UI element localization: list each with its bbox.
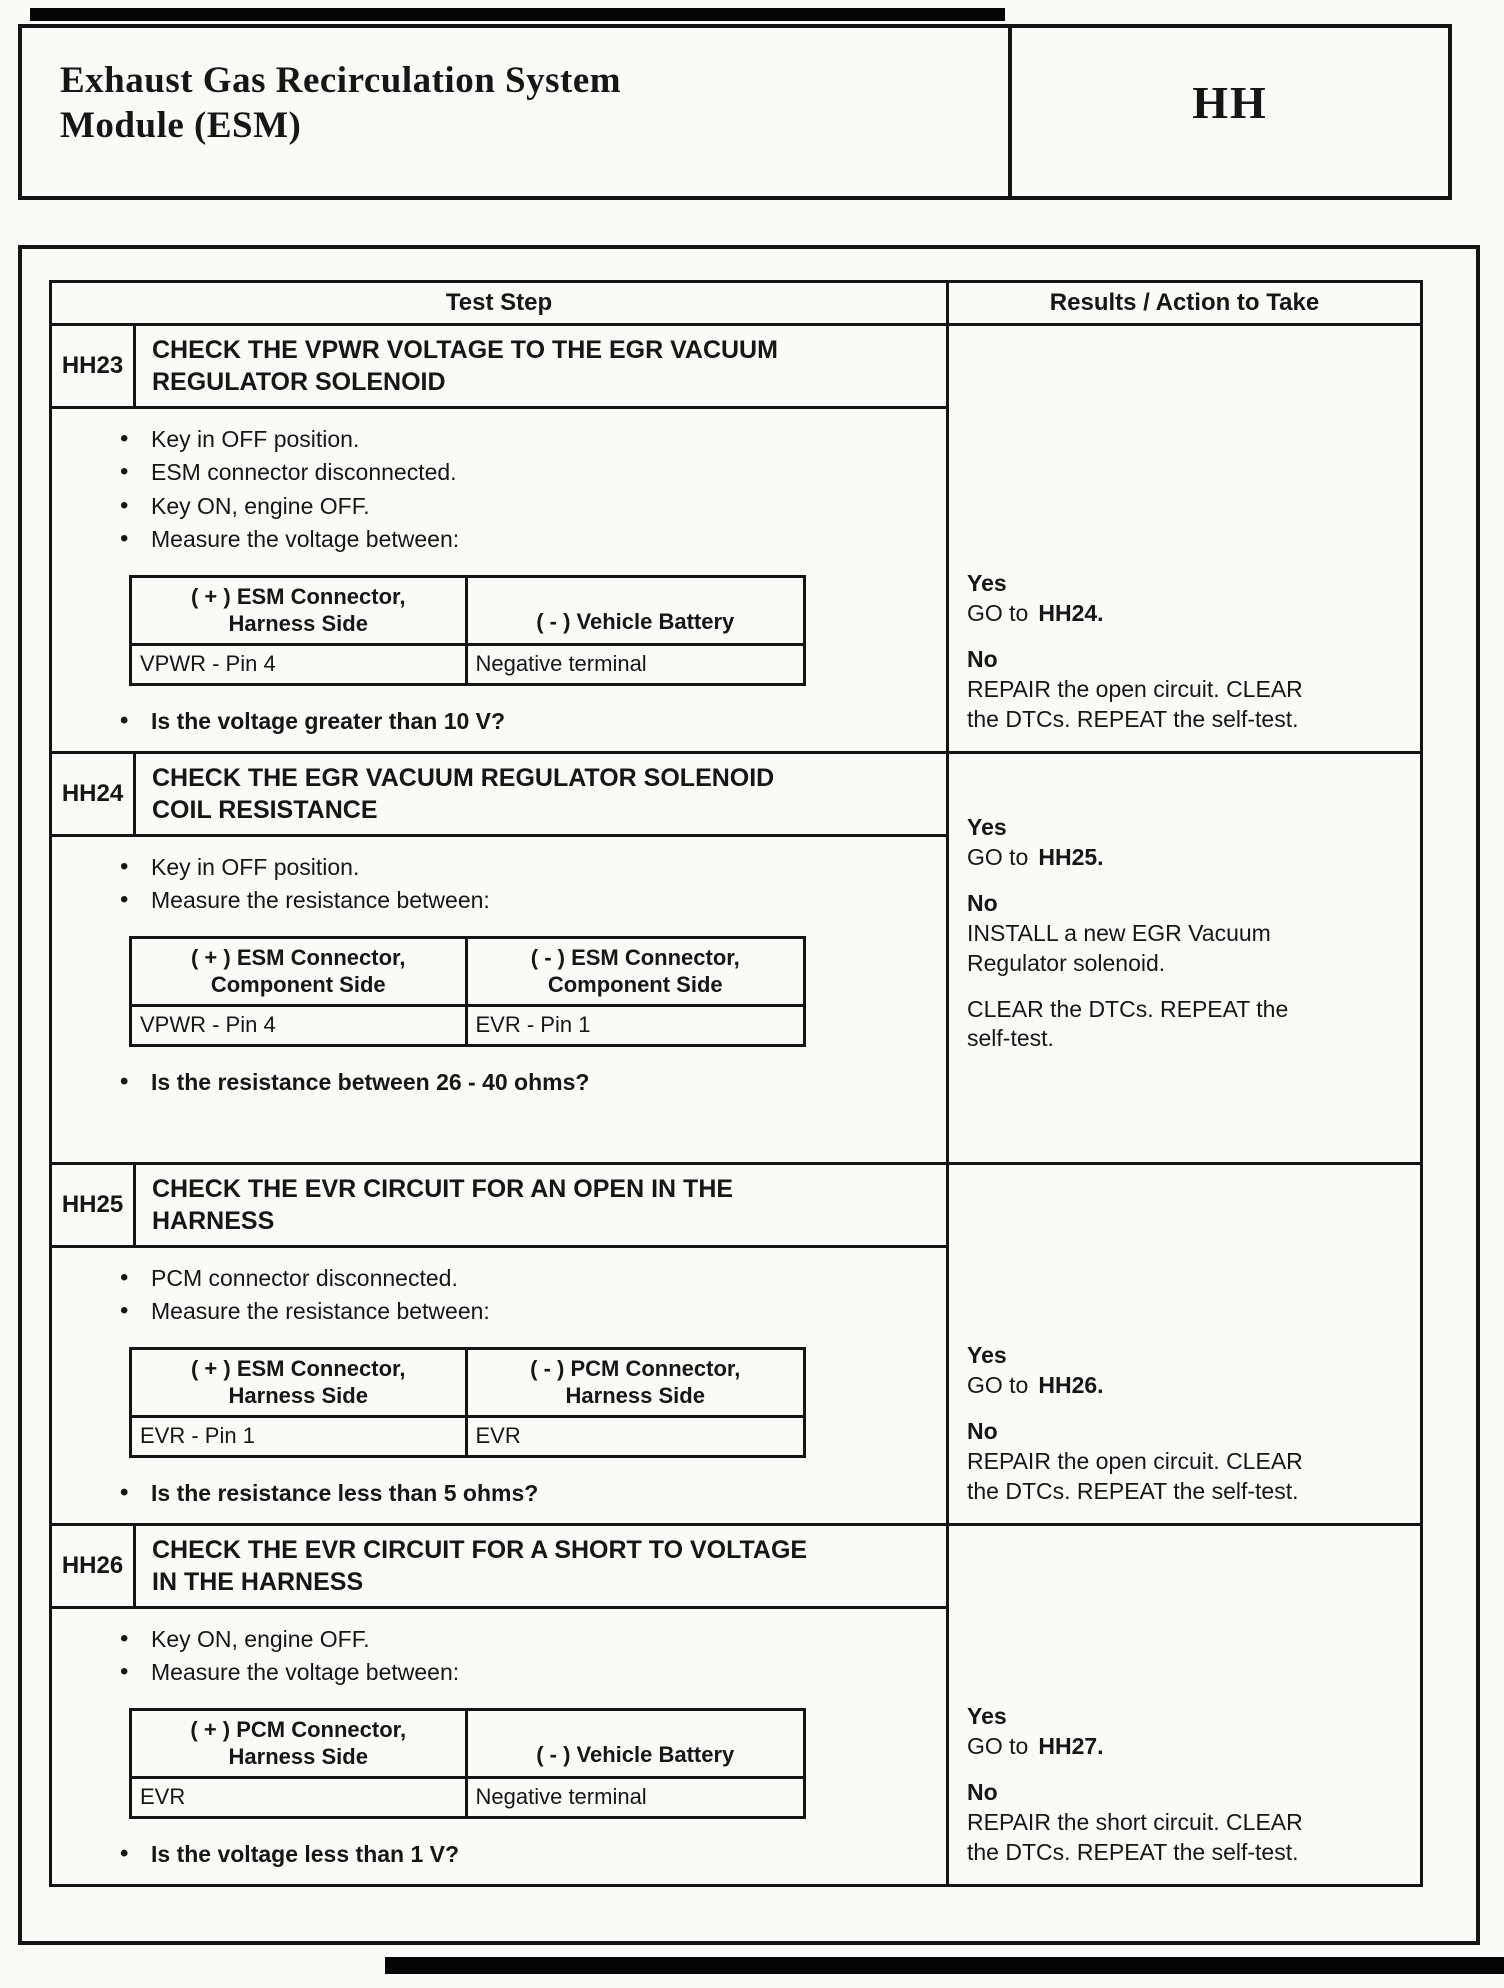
result-no-action: INSTALL a new EGR Vacuum Regulator solenoid.: [967, 919, 1271, 976]
result-no-label: No: [967, 646, 998, 673]
result-no-action: REPAIR the open circuit. CLEAR the DTCs. REPEAT the self-test.: [967, 1447, 1303, 1504]
results-cell: [949, 754, 1420, 1162]
test-question: • Is the resistance less than 5 ohms?: [52, 1480, 946, 1507]
connector-positive-header: ( + ) PCM Connector, Harness Side: [132, 1711, 468, 1776]
test-title-strip: [52, 1165, 946, 1248]
test-step-cell: [52, 326, 949, 751]
test-title: CHECK THE EGR VACUUM REGULATOR SOLENOID COIL RESISTANCE: [152, 763, 775, 824]
result-no-label: No: [967, 1778, 998, 1805]
connector-positive-header: ( + ) ESM Connector, Harness Side: [132, 1350, 468, 1415]
column-header-results: Results / Action to Take: [1049, 289, 1320, 316]
test-title-strip: [52, 754, 946, 837]
procedure-bullet: • Key in OFF position.: [52, 425, 946, 454]
connector-table-values: [132, 646, 803, 683]
connector-table: [129, 1708, 806, 1819]
result-no-action: REPAIR the short circuit. CLEAR the DTCs. REPEAT the self-test.: [967, 1808, 1303, 1865]
page-title-line1: Exhaust Gas Recirculation System: [60, 60, 622, 101]
test-title-strip: [52, 1526, 946, 1609]
test-title: CHECK THE EVR CIRCUIT FOR A SHORT TO VOLTAGE IN THE HARNESS: [152, 1535, 808, 1596]
connector-negative-header: ( - ) Vehicle Battery: [536, 609, 735, 635]
procedure-bullet: • Measure the voltage between:: [52, 1658, 946, 1687]
test-step-cell: [52, 1165, 949, 1523]
result-yes-action: GO to HH27.: [967, 1732, 1104, 1759]
result-no-action-2: CLEAR the DTCs. REPEAT the self-test.: [967, 995, 1289, 1052]
results-cell: [949, 1165, 1420, 1523]
result-yes-action: GO to HH24.: [967, 600, 1104, 627]
connector-table-header: [132, 578, 803, 646]
test-id: HH23: [52, 326, 136, 406]
connector-negative-header: ( - ) ESM Connector, Component Side: [530, 944, 740, 998]
section-code-cell: [1008, 28, 1448, 196]
page-title-cell: [22, 28, 1008, 196]
connector-table-header: [132, 1350, 803, 1418]
result-no-label: No: [967, 1417, 998, 1444]
result-no-action: REPAIR the open circuit. CLEAR the DTCs. REPEAT the self-test.: [967, 675, 1303, 732]
connector-negative-value: EVR - Pin 1: [475, 1012, 591, 1038]
connector-negative-value: EVR: [475, 1423, 521, 1449]
connector-negative-value: Negative terminal: [475, 651, 647, 677]
test-title: CHECK THE EVR CIRCUIT FOR AN OPEN IN THE HARNESS: [152, 1174, 734, 1235]
procedure-bullet: • PCM connector disconnected.: [52, 1264, 946, 1293]
test-row: [52, 754, 1420, 1165]
test-row: [52, 1165, 1420, 1526]
procedure-bullets: [52, 425, 946, 555]
test-question: • Is the voltage less than 1 V?: [52, 1841, 946, 1868]
connector-table-header: [132, 939, 803, 1007]
procedure-bullets: [52, 853, 946, 916]
test-title: CHECK THE VPWR VOLTAGE TO THE EGR VACUUM REGULATOR SOLENOID: [152, 336, 778, 396]
procedure-bullet: • Measure the resistance between:: [52, 886, 946, 915]
test-row: [52, 1526, 1420, 1884]
procedure-bullet: • Key ON, engine OFF.: [52, 1625, 946, 1654]
connector-positive-header: ( + ) ESM Connector, Component Side: [132, 939, 468, 1004]
result-yes-label: Yes: [967, 814, 1007, 841]
result-no-label: No: [967, 889, 998, 916]
page-title-line2: Module (ESM): [60, 105, 302, 147]
test-question: • Is the resistance between 26 - 40 ohms?: [52, 1069, 946, 1096]
test-id: HH26: [52, 1526, 136, 1606]
connector-table-values: [132, 1779, 803, 1816]
test-step-cell: [52, 754, 949, 1162]
test-question: • Is the voltage greater than 10 V?: [52, 708, 946, 735]
test-procedure: [52, 1248, 946, 1523]
connector-table: [129, 575, 806, 686]
test-step-cell: [52, 1526, 949, 1884]
procedure-bullet: • Measure the resistance between:: [52, 1297, 946, 1326]
procedure-bullet: • Measure the voltage between:: [52, 525, 946, 554]
result-yes-label: Yes: [967, 1342, 1007, 1369]
result-yes-label: Yes: [967, 570, 1007, 597]
connector-negative-value: Negative terminal: [475, 1784, 647, 1809]
connector-positive-value: EVR: [132, 1779, 468, 1816]
content-frame: [18, 245, 1480, 1945]
connector-negative-header: ( - ) Vehicle Battery: [536, 1742, 735, 1767]
connector-negative-header: ( - ) PCM Connector, Harness Side: [530, 1355, 741, 1409]
page-header: [18, 24, 1452, 200]
page-title: [60, 58, 988, 148]
procedure-bullet: • Key ON, engine OFF.: [52, 492, 946, 521]
test-row: [52, 326, 1420, 754]
section-code: HH: [1192, 76, 1268, 128]
test-title-strip: [52, 326, 946, 409]
procedure-bullets: [52, 1625, 946, 1688]
test-id: HH24: [52, 754, 136, 834]
connector-positive-value: EVR - Pin 1: [132, 1418, 468, 1455]
results-cell: [949, 1526, 1420, 1884]
result-yes-label: Yes: [967, 1703, 1007, 1730]
test-procedure: [52, 837, 946, 1162]
connector-positive-value: VPWR - Pin 4: [132, 1007, 468, 1044]
scan-artifact-bottom: [385, 1957, 1504, 1974]
test-id: HH25: [52, 1165, 136, 1245]
result-yes-action: GO to HH25.: [967, 844, 1104, 871]
scan-artifact-top: [30, 8, 1005, 21]
results-cell: [949, 326, 1420, 751]
pinpoint-test-table: [49, 280, 1423, 1887]
procedure-bullets: [52, 1264, 946, 1327]
test-procedure: [52, 409, 946, 751]
column-header-test-step: Test Step: [52, 283, 949, 323]
result-yes-action: GO to HH26.: [967, 1372, 1104, 1399]
procedure-bullet: • ESM connector disconnected.: [52, 458, 946, 487]
test-procedure: [52, 1609, 946, 1884]
connector-positive-value: VPWR - Pin 4: [132, 646, 468, 683]
procedure-bullet: • Key in OFF position.: [52, 853, 946, 882]
connector-table-header: [132, 1711, 803, 1779]
connector-table: [129, 1347, 806, 1458]
connector-table-values: [132, 1418, 803, 1455]
connector-table: [129, 936, 806, 1047]
table-header-row: [52, 283, 1420, 326]
connector-table-values: [132, 1007, 803, 1044]
connector-positive-header: ( + ) ESM Connector, Harness Side: [132, 578, 468, 643]
